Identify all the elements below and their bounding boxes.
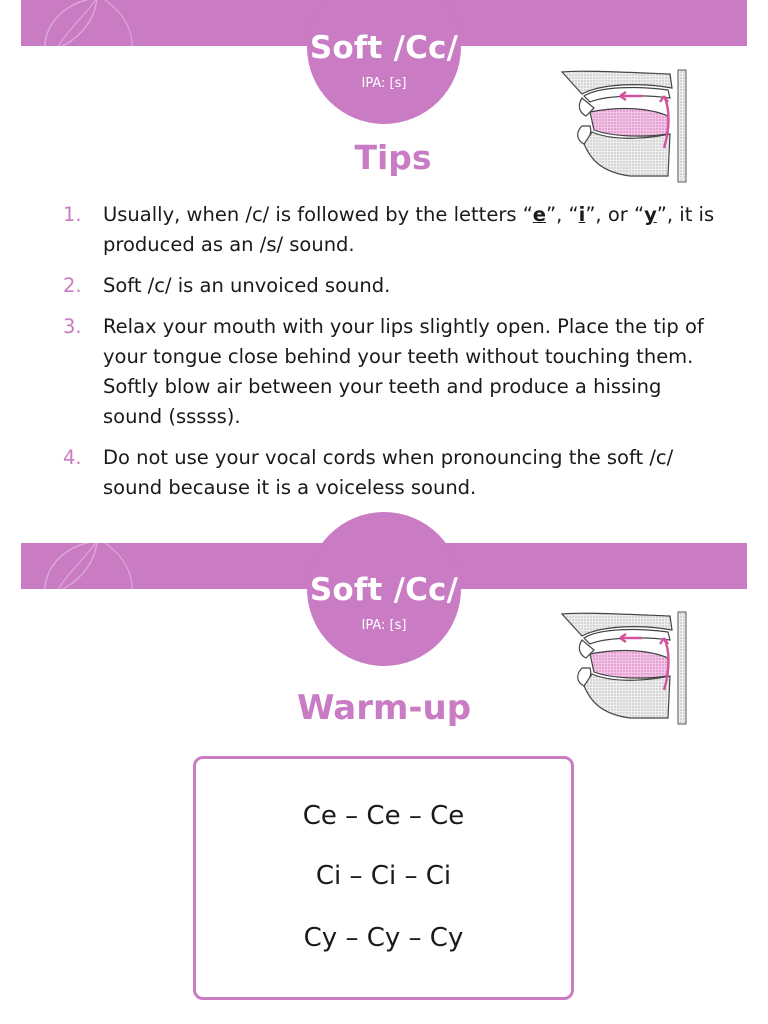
drill-line-ci: Ci – Ci – Ci (315, 861, 452, 891)
mouth-diagram-icon (560, 68, 690, 183)
section-heading: Tips (354, 138, 432, 177)
drill-line-cy: Cy – Cy – Cy (303, 923, 464, 953)
warmup-box (193, 756, 574, 1000)
tip-text: ”, “ (546, 203, 579, 226)
list-item (60, 443, 720, 503)
item-number: 1. (63, 203, 82, 226)
drill-line-ce: Ce – Ce – Ce (302, 801, 465, 831)
tip-text: Soft /c/ is an unvoiced sound. (103, 274, 391, 297)
tip-text: ”, it is produced as an /s/ sound. (103, 203, 715, 256)
letter-y: y (644, 203, 657, 226)
section-heading: Warm-up (296, 688, 472, 728)
tip-text: Do not use your vocal cords when pronouncing the soft /c/ sound because it is a voiceless sound. (103, 446, 674, 499)
tips-list (60, 200, 720, 514)
item-number: 2. (63, 274, 82, 297)
tip-text: Usually, when /c/ is followed by the letters “ (103, 203, 533, 226)
slide-title: Soft /Cc/ (309, 30, 459, 66)
list-item (60, 312, 720, 432)
tip-text: ”, or “ (585, 203, 645, 226)
mouth-diagram-icon (560, 610, 690, 725)
list-item (60, 271, 720, 301)
ipa-label: IPA: [s] (361, 76, 407, 91)
slide-title: Soft /Cc/ (309, 572, 459, 608)
letter-e: e (532, 203, 547, 226)
letter-i: i (578, 203, 586, 226)
ipa-label: IPA: [s] (361, 618, 407, 633)
item-number: 3. (63, 315, 82, 338)
item-number: 4. (63, 446, 82, 469)
list-item (60, 200, 720, 260)
leaf-watermark-icon (35, 0, 155, 46)
leaf-watermark-icon (35, 543, 155, 589)
tip-text: Relax your mouth with your lips slightly open. Place the tip of your tongue close behind your teeth without touching them. Softly blow air between your teeth and produce a hissing sound (sssss). (103, 315, 704, 428)
